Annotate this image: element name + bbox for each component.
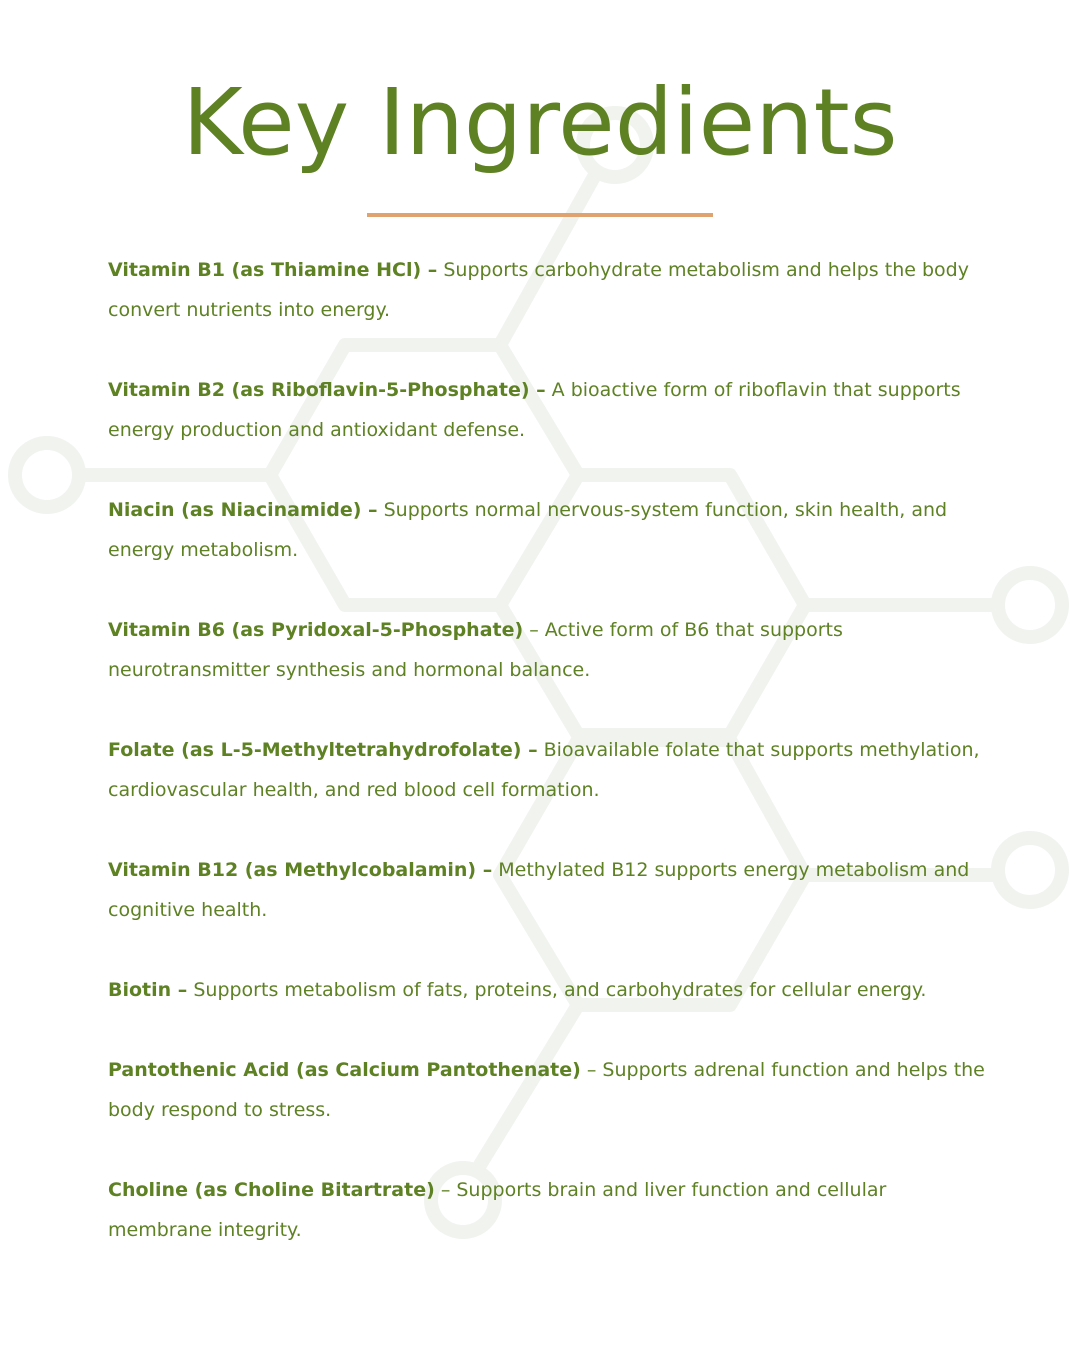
ingredient-item (108, 250, 988, 330)
ingredient-description: – Supports adrenal function and helps the body respond to stress. (108, 1059, 985, 1121)
ingredient-item (108, 850, 988, 930)
ingredient-item (108, 1050, 988, 1130)
ingredient-name: Vitamin B2 (as Riboflavin-5-Phosphate) – (108, 379, 546, 401)
ingredient-name: Vitamin B12 (as Methylcobalamin) – (108, 859, 493, 881)
ingredient-description: Bioavailable folate that supports methylation, cardiovascular health, and red blood cell formation. (108, 739, 980, 801)
ingredient-item (108, 1170, 988, 1250)
ingredient-name: Biotin – (108, 979, 188, 1001)
ingredient-name: Folate (as L-5-Methyltetrahydrofolate) – (108, 739, 538, 761)
ingredient-list (108, 250, 988, 1290)
ingredient-item (108, 730, 988, 810)
ingredient-name: Pantothenic Acid (as Calcium Pantothenate) (108, 1059, 581, 1081)
ingredient-description: Supports normal nervous-system function, skin health, and energy metabolism. (108, 499, 948, 561)
ingredient-description: Supports metabolism of fats, proteins, and carbohydrates for cellular energy. (187, 979, 927, 1001)
title-divider (367, 213, 713, 217)
ingredient-item (108, 490, 988, 570)
ingredient-description: Supports carbohydrate metabolism and helps the body convert nutrients into energy. (108, 259, 969, 321)
ingredient-description: A bioactive form of riboflavin that supports energy production and antioxidant defense. (108, 379, 961, 441)
ingredient-description: Methylated B12 supports energy metabolism and cognitive health. (108, 859, 970, 921)
page-title: Key Ingredients (182, 69, 898, 176)
ingredient-description: – Active form of B6 that supports neurotransmitter synthesis and hormonal balance. (108, 619, 843, 681)
ingredient-name: Vitamin B1 (as Thiamine HCl) – (108, 259, 438, 281)
ingredient-name: Vitamin B6 (as Pyridoxal-5-Phosphate) (108, 619, 524, 641)
ingredient-description: – Supports brain and liver function and cellular membrane integrity. (108, 1179, 887, 1241)
ingredient-name: Choline (as Choline Bitartrate) (108, 1179, 435, 1201)
ingredient-item (108, 370, 988, 450)
ingredient-name: Niacin (as Niacinamide) – (108, 499, 378, 521)
ingredient-item (108, 610, 988, 690)
ingredient-item (108, 970, 988, 1010)
